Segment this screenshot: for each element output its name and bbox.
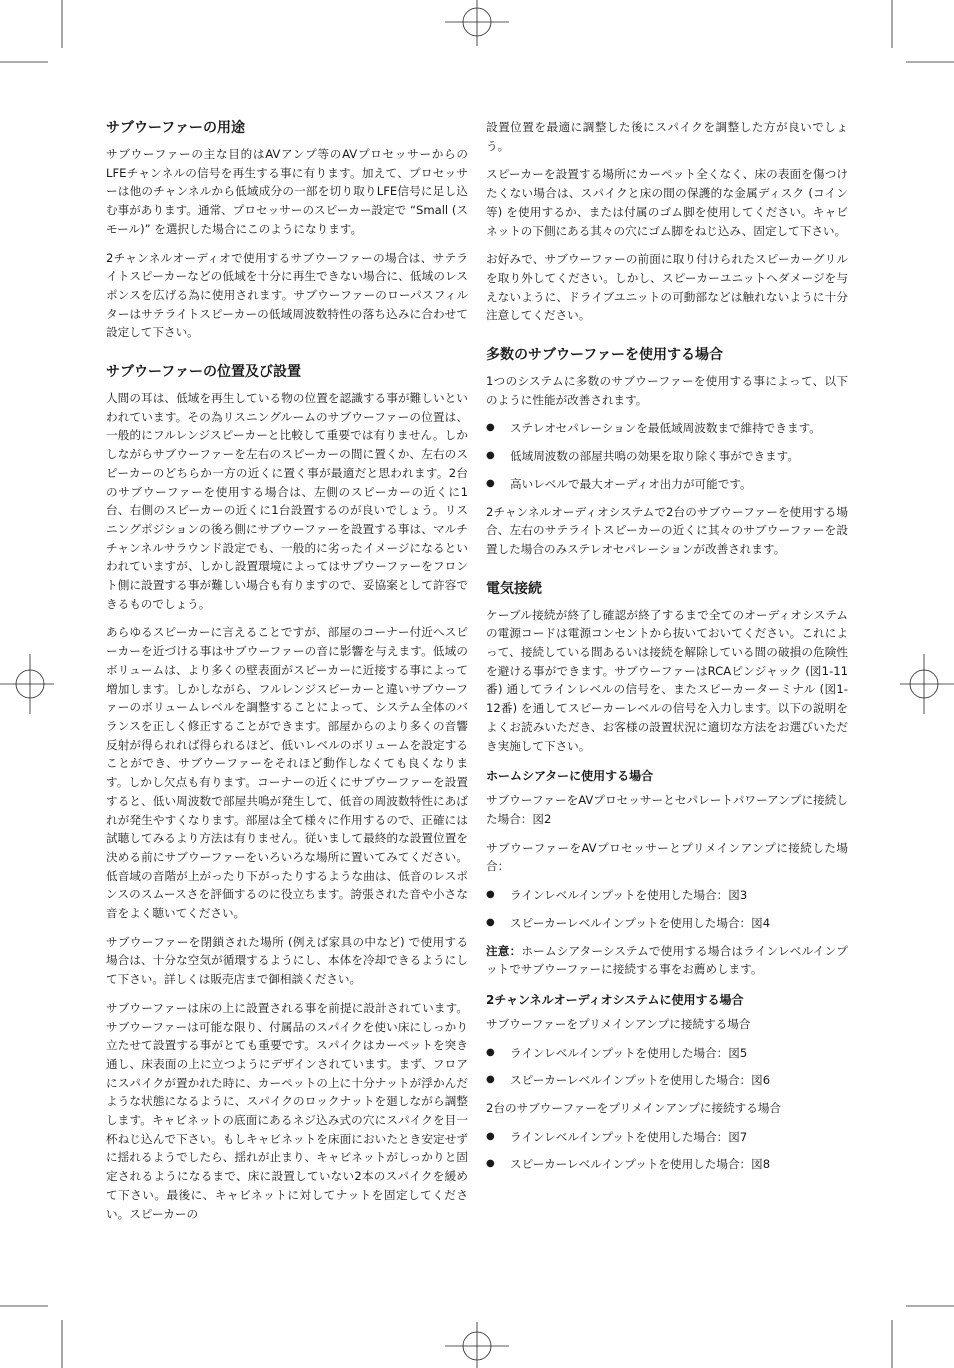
paragraph: サブウーファーの主な目的はAVアンプ等のAVプロセッサーからのLFEチャンネルの信号を再生する事に有ります。加えて、プロセッサーは他のチャンネルから低域成分の一部を切り取りLFE信号に足し込む事があります。通常、プロセッサーのスピーカー設定で “Small (スモール)” を選択した場合にこのようになります。 — [106, 147, 468, 236]
section-subwoofer-positioning — [106, 362, 468, 1223]
section-two-channel — [486, 991, 848, 1174]
list-item: ● ラインレベルインプットを使用した場合：図3 — [486, 886, 848, 905]
section-heading: 電気接続 — [486, 580, 542, 597]
bullet-list — [486, 1044, 848, 1090]
subsection-heading: 2チャンネルオーディオシステムに使用する場合 — [486, 992, 744, 1007]
section-heading: 多数のサブウーファーを使用する場合 — [486, 347, 724, 364]
section-continued — [486, 118, 848, 325]
paragraph: あらゆるスピーカーに言えることですが、部屋のコーナー付近へスピーカーを近づける事はサブウーファーの音に影響を与えます。低域のボリュームは、より多くの壁表面がスピーカーに近接する事によって増加します。しかしながら、フルレンジスピーカーと違いサブウーファーのボリュームレベルを調整することによって、システム全体のバランスを正しく修正することができます。部屋からのより多くの音響反射が得られれば得られるほど、低いレベルのボリュームを設定することができ、サブウーファーをそれほど動作しなくても良くなります。しかし欠点も有ります。コーナーの近くにサブウーファーを設置すると、低い周波数で部屋共鳴が発生して、低音の周波数特性にあばれが発生やすくなります。部屋は全て様々に作用するので、正確には試聴してみるより方法は有りません。従いまして最終的な設置位置を決める前にサブウーファーをいろいろな場所に置いてみてください。低音域の音階が上がったり下がったりするような曲は、低音のレスポンスのスムースさを評価するのに役立ちます。誇張された音や小さな音をよく聴いてください。 — [106, 625, 468, 921]
list-item: ● 低域周波数の部屋共鳴の効果を取り除く事ができます。 — [486, 447, 848, 466]
right-column — [486, 118, 848, 1194]
section-subwoofer-purpose — [106, 118, 468, 342]
paragraph: 人間の耳は、低域を再生している物の位置を認識する事が難しいといわれています。その為リスニングルームのサブウーファーの位置は、一般的にフルレンジスピーカーと比較して重要では有りません。しかしながらサブウーファーを左右のスピーカーの間に置くか、左右のスピーカーのどちらか一方の近くに置く事が最適だと思われます。2台のサブウーファーを使用する場合は、左側のスピーカーの近くに1台、右側のスピーカーの近くに1台設置するのが良いでしょう。リスニングポジションの後ろ側にサブウーファーを設置する事は、マルチチャンネルサラウンド設定でも、一般的に劣ったイメージになるといわれていますが、しかし設置環境によってはサブウーファーをフロント側に設置する事が難しい場合も有りますので、妥協案として許容できるものでしょう。 — [106, 391, 468, 611]
paragraph: お好みで、サブウーファーの前面に取り付けられたスピーカーグリルを取り外してください。しかし、スピーカーユニットへダメージを与えないように、ドライブユニットの可動部などは触れないように十分注意してください。 — [486, 252, 848, 323]
section-multiple-subwoofers — [486, 345, 848, 559]
section-heading: サブウーファーの用途 — [106, 120, 246, 136]
left-column — [106, 118, 468, 1243]
list-item: ● ラインレベルインプットを使用した場合：図7 — [486, 1128, 848, 1147]
paragraph: サブウーファーをAVプロセッサーとセパレートパワーアンプに接続した場合：図2 — [486, 793, 848, 826]
note — [486, 942, 848, 979]
paragraph: ケーブル接続が終了し確認が終了するまで全てのオーディオシステムの電源コードは電源コンセントから抜いておいてください。これによって、接続している間あるいは接続を解除している間の破損の危険性を避ける事ができます。サブウーファーはRCAピンジャック (図1-11番) 通してラインレベルの信号を、またスピーカーターミナル (図1-12番) を通してスピーカーレベルの信号を入力します。以下の説明をよくお読みいただき、お客様の設置状況に適切な方法をお選びいただき実施して下さい。 — [486, 607, 848, 753]
paragraph: サブウーファーをAVプロセッサーとプリメインアンプに接続した場合： — [486, 840, 848, 874]
section-electrical-connection — [486, 579, 848, 756]
paragraph: 2台のサブウーファーをプリメインアンプに接続する場合 — [486, 1101, 782, 1116]
list-item: ● スピーカーレベルインプットを使用した場合：図6 — [486, 1071, 848, 1090]
section-home-theater — [486, 767, 848, 979]
subsection-heading: ホームシアターに使用する場合 — [486, 769, 654, 784]
bullet-list — [486, 886, 848, 932]
paragraph: サブウーファーは床の上に設置される事を前提に設計されています。サブウーファーは可能な限り、付属品のスパイクを使い床にしっかり立たせて設置する事がとても重要です。スパイクはカーペットを突き通し、床表面の上に立つようにデザインされています。まず、フロアにスパイクが置かれた時に、カーペットの上に十分ナットが浮かんだような状態になるように、スパイクのロックナットを廻しながら調整します。キャビネットの底面にあるネジ込み式の穴にスパイクを目一杯ねじ込んで下さい。もしキャビネットを床面においたとき安定せずに揺れるようでしたら、揺れが止まり、キャビネットがしっかりと固定されるようになるまで、床に設置していない2本のスパイクを緩めて下さい。最後に、キャビネットに対してナットを固定してください。スピーカーの — [106, 1000, 468, 1221]
list-item: ● スピーカーレベルインプットを使用した場合：図4 — [486, 914, 848, 933]
list-item: ● ステレオセパレーションを最低域周波数まで維持できます。 — [486, 419, 848, 438]
bullet-list — [486, 419, 848, 493]
paragraph: 2チャンネルオーディオシステムで2台のサブウーファーを使用する場合、左右のサテライトスピーカーの近くに其々のサブウーファーを設置した場合のみステレオセパレーションが改善されます。 — [486, 504, 848, 556]
note-text: ホームシアターシステムで使用する場合はラインレベルインプットでサブウーファーに接続する事をお薦めします。 — [486, 943, 848, 977]
paragraph: 1つのシステムに多数のサブウーファーを使用する事によって、以下のように性能が改善されます。 — [486, 374, 848, 407]
paragraph: 設置位置を最適に調整した後にスパイクを調整した方が良いでしょう。 — [486, 120, 848, 153]
list-item: ● 高いレベルで最大オーディオ出力が可能です。 — [486, 475, 848, 494]
note-label: 注意： — [486, 943, 522, 958]
list-item: ● ラインレベルインプットを使用した場合：図5 — [486, 1044, 848, 1063]
paragraph: 2チャンネルオーディオで使用するサブウーファーの場合は、サテライトスピーカーなどの低域を十分に再生できない場合に、低域のレスポンスを広げる為に使用されます。サブウーファーのローパスフィルターはサテライトスピーカーの低域周波数特性の落ち込みに合わせて設定して下さい。 — [106, 250, 468, 340]
paragraph: スピーカーを設置する場所にカーペット全くなく、床の表面を傷つけたくない場合は、スパイクと床の間の保護的な金属ディスク (コイン等) を使用するか、または付属のゴム脚を使用してください。キャビネットの下側にある其々の穴にゴム脚をねじ込み、固定して下さい。 — [486, 167, 848, 238]
paragraph: サブウーファーを閉鎖された場所 (例えば家具の中など) で使用する場合は、十分な空気が循環するようにし、本体を冷却できるようにして下さい。詳しくは販売店まで御相談ください。 — [106, 934, 468, 987]
bullet-list — [486, 1128, 848, 1174]
list-item: ● スピーカーレベルインプットを使用した場合：図8 — [486, 1155, 848, 1174]
paragraph: サブウーファーをプリメインアンプに接続する場合 — [486, 1016, 751, 1031]
section-heading: サブウーファーの位置及び設置 — [106, 364, 302, 381]
